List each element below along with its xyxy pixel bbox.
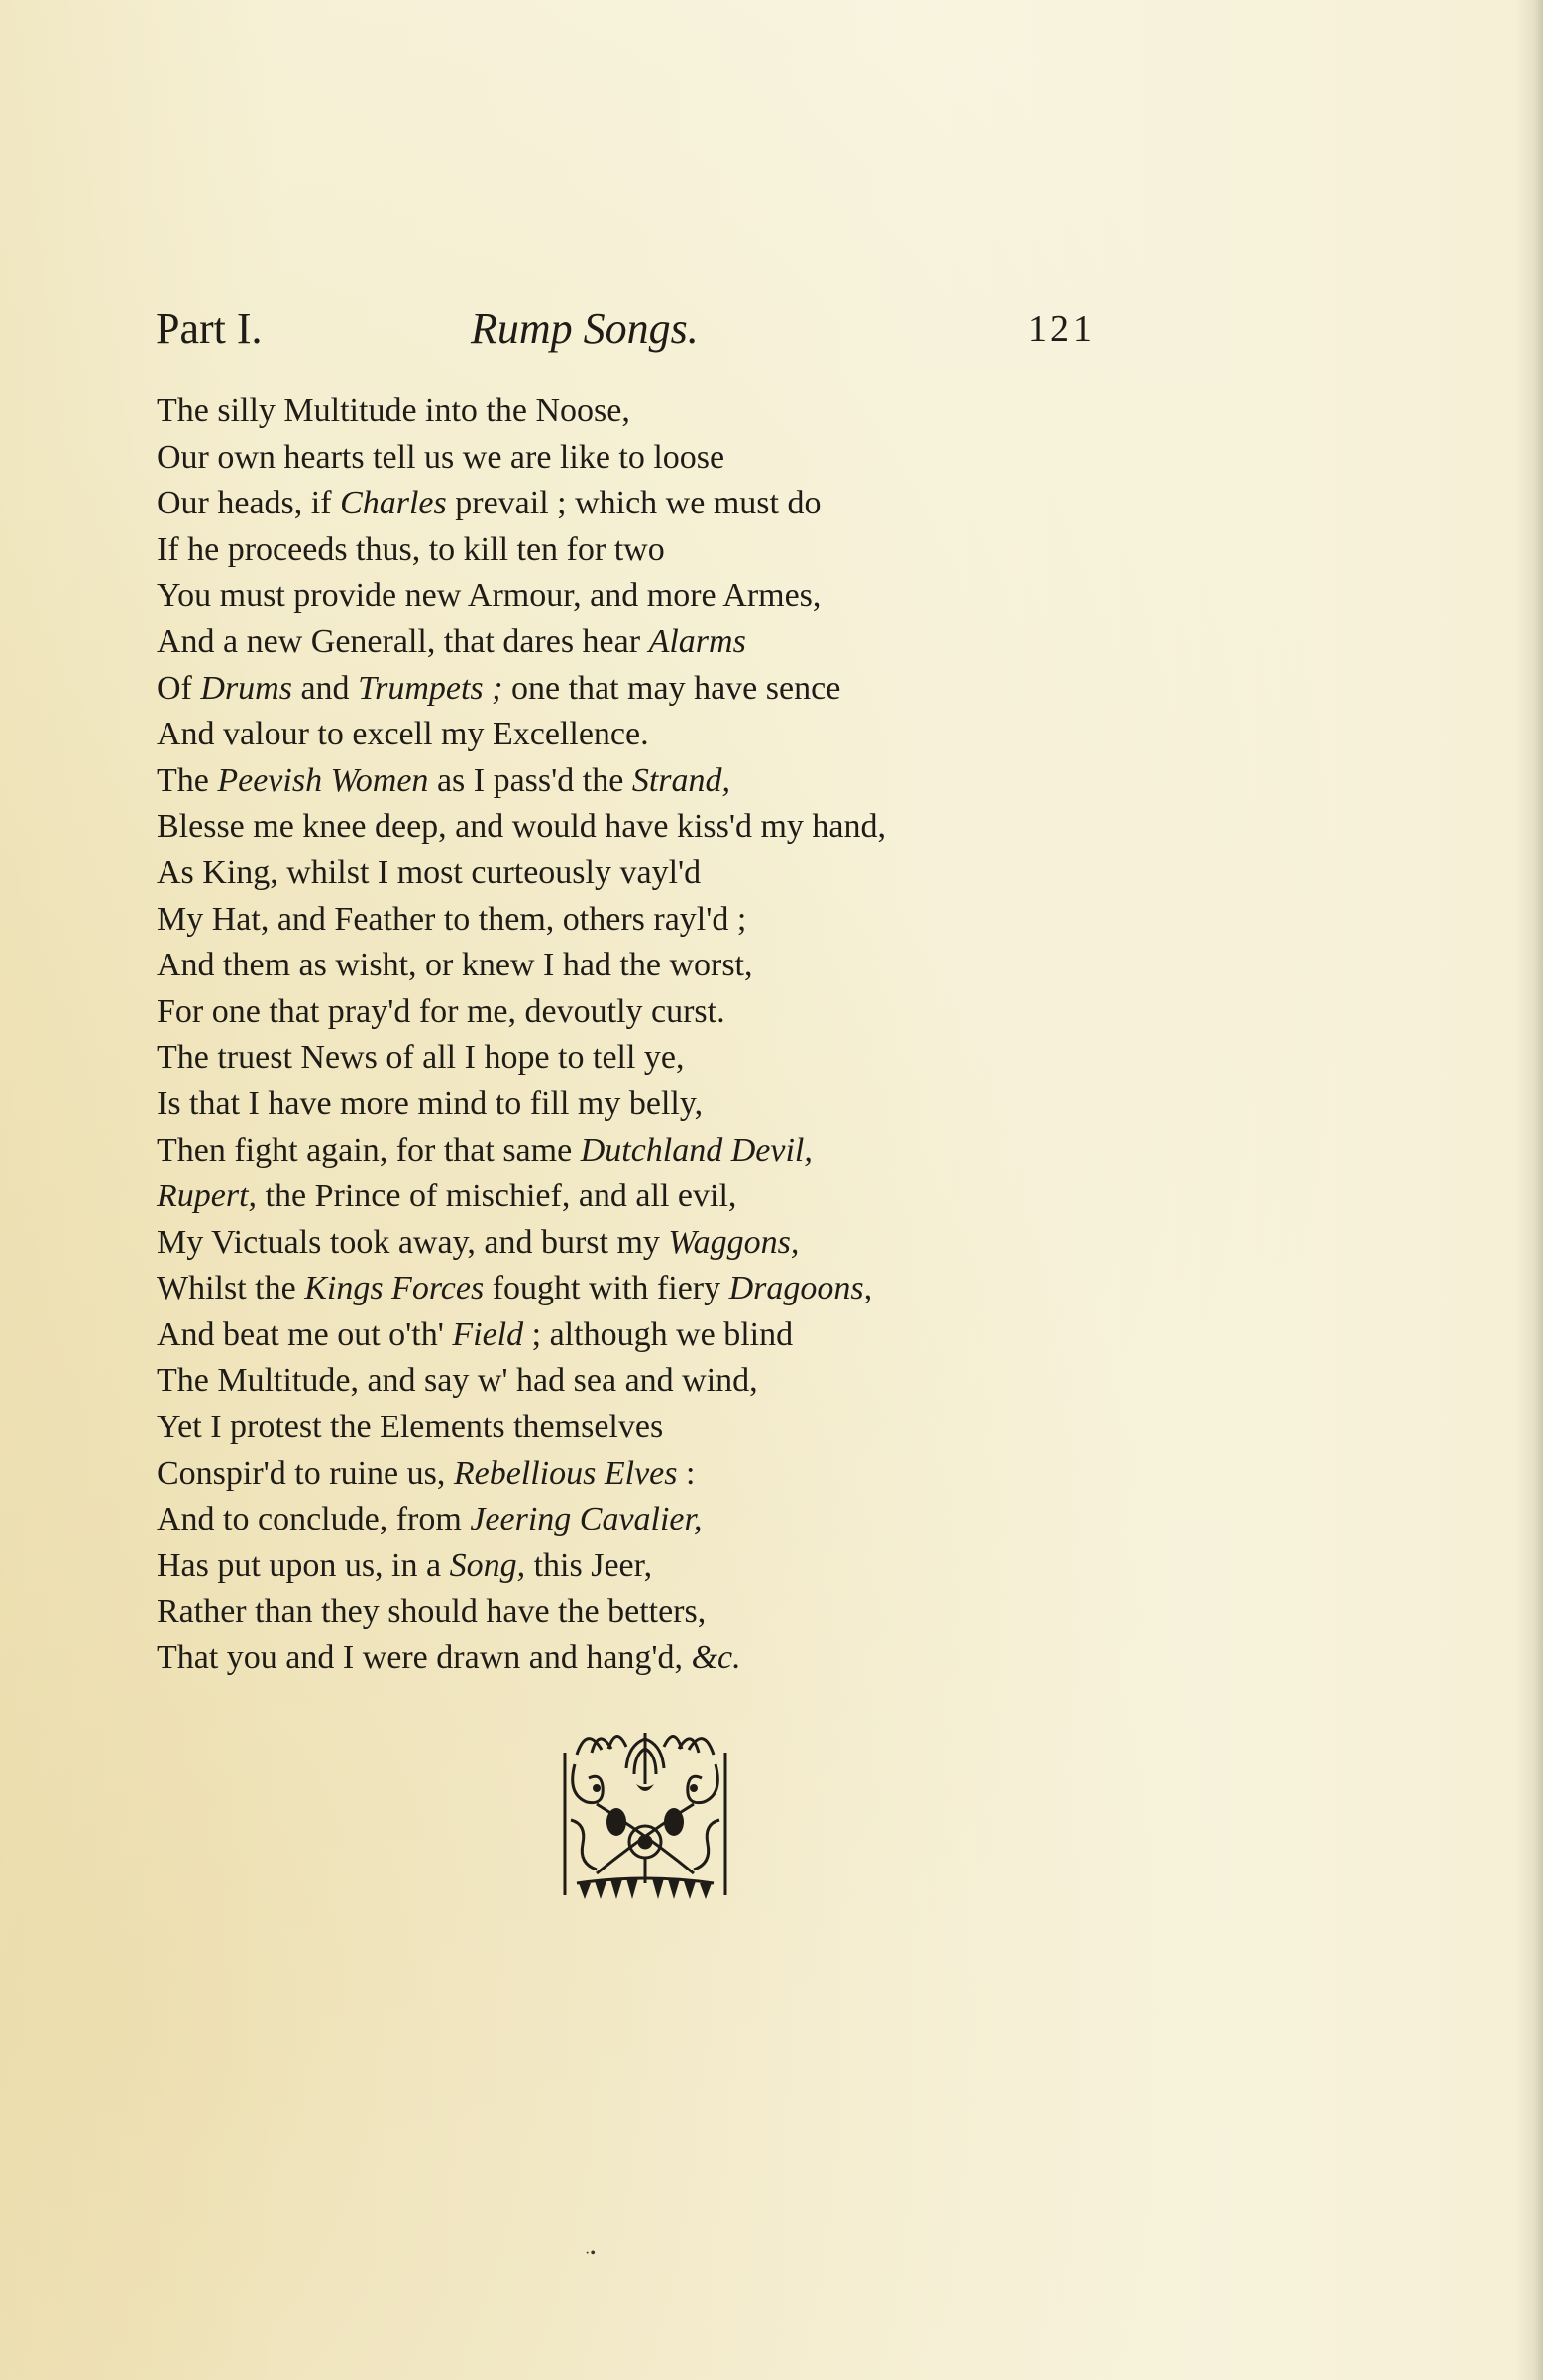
poem-line (157, 1081, 1148, 1128)
line-text: As King, whilst I most curteously vayl'd (157, 853, 702, 891)
poem-line (157, 389, 1148, 435)
line-text: : (677, 1454, 696, 1492)
line-text: The (157, 761, 218, 799)
line-text: Conspir'd to ruine us, (157, 1454, 454, 1492)
italic-word: &c. (691, 1640, 741, 1677)
page-speck: ·• (585, 2245, 596, 2262)
line-text: this Jeer, (525, 1546, 653, 1584)
poem-line (157, 850, 1148, 897)
line-text: Then fight again, for that same (157, 1131, 581, 1169)
line-text: and (291, 669, 359, 707)
poem-line (157, 666, 1148, 713)
line-text: Whilst the (157, 1270, 305, 1307)
italic-word: Waggons, (668, 1223, 800, 1261)
poem-line (157, 1312, 1148, 1359)
line-text: prevail ; which we must do (446, 485, 822, 522)
poem-line (157, 712, 1148, 758)
poem-line (157, 943, 1148, 989)
tailpiece-ornament-icon (557, 1725, 733, 1903)
line-text: one that may have sence (502, 669, 841, 707)
italic-word: Dutchland Devil, (580, 1131, 813, 1169)
italic-word: Drums (200, 669, 292, 707)
poem-line (157, 989, 1148, 1036)
line-text: My Victuals took away, and burst my (157, 1223, 669, 1261)
line-text: Is that I have more mind to fill my belly, (157, 1084, 704, 1122)
italic-word: Dragoons, (728, 1270, 873, 1307)
poem-text (157, 389, 1148, 1682)
line-text: Of (157, 669, 201, 707)
running-header (156, 299, 1097, 359)
poem-line (157, 1035, 1148, 1081)
line-text: Blesse me knee deep, and would have kiss'd my hand, (157, 808, 887, 846)
poem-line (157, 1174, 1148, 1220)
line-text: The truest News of all I hope to tell ye, (157, 1039, 685, 1077)
line-text: And beat me out o'th' (157, 1315, 453, 1353)
poem-line (157, 897, 1148, 944)
poem-line (157, 481, 1148, 527)
poem-line (157, 527, 1148, 574)
poem-line (157, 758, 1148, 805)
line-text: And to conclude, from (157, 1501, 471, 1538)
line-text: You must provide new Armour, and more Armes, (157, 577, 822, 615)
line-text: And valour to excell my Excellence. (157, 716, 649, 753)
poem-line (157, 1266, 1148, 1312)
poem-line (157, 620, 1148, 666)
line-text: as I pass'd the (428, 761, 632, 799)
italic-word: Song, (449, 1546, 526, 1584)
line-text: Yet I protest the Elements themselves (157, 1409, 664, 1446)
line-text: Rather than they should have the betters, (157, 1593, 707, 1631)
poem-line (157, 804, 1148, 850)
line-text: For one that pray'd for me, devoutly curst. (157, 992, 725, 1030)
line-text: My Hat, and Feather to them, others rayl'd ; (157, 900, 747, 938)
italic-word: Rebellious Elves (453, 1454, 678, 1492)
line-text: ; although we blind (523, 1315, 794, 1353)
italic-word: Kings Forces (304, 1270, 485, 1307)
poem-line (157, 435, 1148, 482)
header-title: Rump Songs. (471, 304, 699, 353)
header-part: Part I. (156, 304, 263, 353)
poem-line (157, 573, 1148, 620)
page-number: 121 (1028, 308, 1096, 350)
line-text: And them as wisht, or knew I had the worst, (157, 947, 753, 984)
line-text: And a new Generall, that dares hear (157, 623, 649, 660)
line-text: the Prince of mischief, and all evil, (257, 1178, 737, 1215)
italic-word: Trumpets ; (358, 669, 503, 707)
line-text: The silly Multitude into the Noose, (157, 393, 630, 429)
italic-word: Jeering Cavalier, (470, 1501, 703, 1538)
italic-word: Peevish Women (217, 761, 429, 799)
line-text: The Multitude, and say w' had sea and wind, (157, 1362, 758, 1400)
poem-line (157, 1543, 1148, 1590)
poem-line (157, 1636, 1148, 1682)
line-text: That you and I were drawn and hang'd, (157, 1640, 692, 1677)
line-text: fought with fiery (484, 1270, 729, 1307)
poem-line (157, 1128, 1148, 1175)
poem-line (157, 1220, 1148, 1267)
page-edge-shadow (1515, 0, 1543, 2380)
line-text: Has put upon us, in a (157, 1546, 450, 1584)
line-text: Our own hearts tell us we are like to loose (157, 438, 725, 476)
poem-line (157, 1358, 1148, 1405)
poem-line (157, 1497, 1148, 1543)
poem-line (157, 1451, 1148, 1498)
poem-line (157, 1589, 1148, 1636)
italic-word: Charles (340, 485, 447, 522)
italic-word: Alarms (648, 623, 746, 660)
line-text: Our heads, if (157, 485, 341, 522)
italic-word: Field (452, 1315, 524, 1353)
italic-word: Strand, (631, 761, 730, 799)
italic-word: Rupert, (157, 1178, 258, 1215)
line-text: If he proceeds thus, to kill ten for two (157, 530, 665, 568)
poem-line (157, 1405, 1148, 1451)
